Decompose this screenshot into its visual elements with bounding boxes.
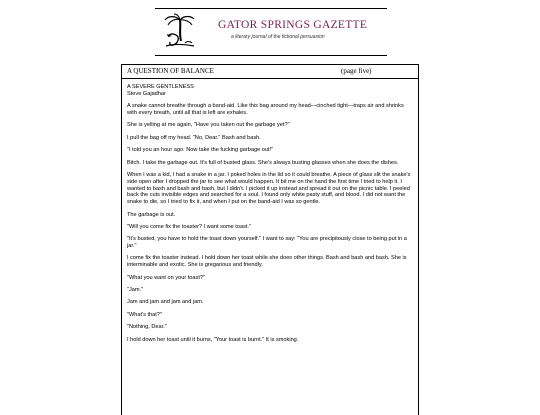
story-paragraph: "Will you come fix the toaster? I want some toast." <box>127 223 251 230</box>
story-paragraph: She is yelling at me again, "Have you taken out the garbage yet?" <box>127 122 290 129</box>
story-paragraph: Jam and jam and jam and jam. <box>127 299 204 306</box>
story-paragraph: "Jam." <box>127 287 144 294</box>
gator-tree-logo-icon <box>163 13 197 49</box>
gazette-tagline: a literary journal of the fictional persuasion <box>231 34 325 40</box>
story-paragraph: A snake cannot breathe through a band-aid. Like this bag around my head—cinched tight—traps air and shrinks with every breath, until all that is left are exhales. <box>127 103 404 116</box>
story-paragraph: "What you want on your toast?" <box>127 274 205 281</box>
story-paragraph: The garbage is out. <box>127 211 176 218</box>
story-paragraph: When I was a kid, I had a snake in a jar. I poked holes in the lid so it could breathe. A piece of glass slit the snake's side open after I dropped the jar to see what would happen. It bit me on the hand the first time I tried to help it. I wanted to bash and bash and bash, but I didn't. I picked it up instead and spread it out on the picnic table. I peeled back the cuts invisible edges and searched for a soul. I found only white pasty stuff, and blood. I did not want the snake to die, so I tried to fix it, and when I put on the band-aid I was so gentle. <box>127 171 411 206</box>
story-paragraph: "What's that?" <box>127 311 162 318</box>
story-paragraph: I come fix the toaster instead. I hold down her toast while she does other things. Bash and bash and bash. She is interminable and exotic. She is gregarious and friendly. <box>127 255 407 269</box>
article-header <box>122 65 418 79</box>
story-paragraph: "I told you an hour ago. Now take the fucking garbage out!" <box>127 147 274 154</box>
story-paragraph: "It's busted, you have to hold the toast down yourself." I want to say: "You are precipitously close to being put in a jar." <box>127 236 407 250</box>
masthead-bottom-rule <box>155 55 387 56</box>
page-label: (page five) <box>341 67 372 75</box>
article-frame <box>121 64 419 415</box>
story-paragraph: Bitch. I take the garbage out. It's full of busted glass. She's always busting glasses when she does the dishes. <box>127 159 399 166</box>
story-heading: A SEVERE GENTLENESS <box>127 84 194 90</box>
story-paragraph: I hold down her toast until it burns, "Your toast is burnt." It is smoking. <box>127 336 299 343</box>
section-title: A QUESTION OF BALANCE <box>127 67 214 75</box>
masthead-top-rule <box>155 8 387 9</box>
story-paragraph: "Nothing, Dear." <box>127 324 167 331</box>
gazette-title: GATOR SPRINGS GAZETTE <box>218 19 368 31</box>
story-body <box>127 84 412 349</box>
story-paragraph: I pull the bag off my head. "No, Dear." Bash and bash. <box>127 134 261 141</box>
story-author: Steve Gajadhar <box>127 90 166 97</box>
